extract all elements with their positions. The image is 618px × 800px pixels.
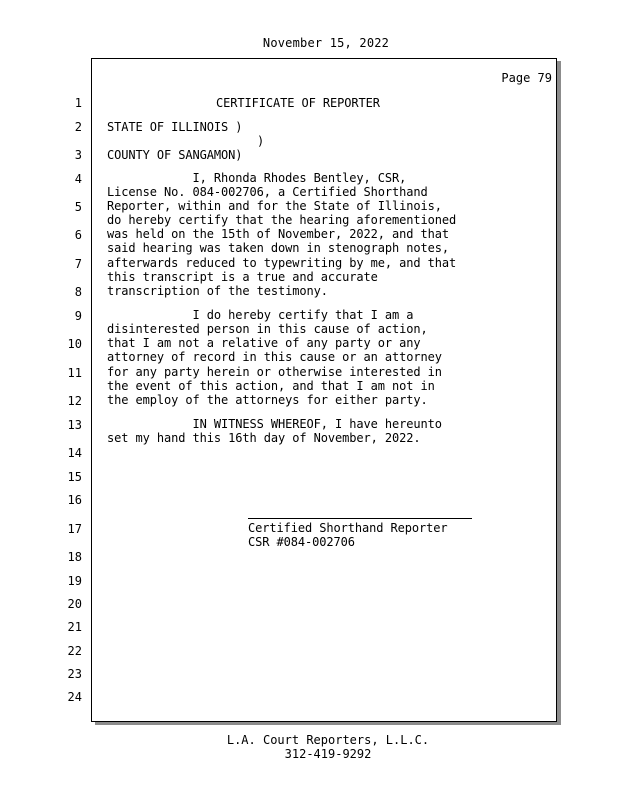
line-number: 2 (74, 120, 82, 134)
line-number: 24 (67, 690, 82, 704)
line-number: 20 (67, 597, 82, 611)
line-number: 6 (74, 228, 82, 242)
line-number: 1 (74, 96, 82, 110)
line-number: 15 (67, 470, 82, 484)
line-number: 11 (67, 366, 82, 380)
paragraph-line: afterwards reduced to typewriting by me, and that (107, 256, 457, 270)
line-number: 16 (67, 493, 82, 507)
paragraph-line: attorney of record in this cause or an attorney (107, 350, 442, 364)
line-number: 22 (67, 644, 82, 658)
signature-title: Certified Shorthand Reporter (248, 521, 448, 535)
venue-state: STATE OF ILLINOIS ) (107, 120, 243, 134)
signature-csr: CSR #084-002706 (248, 535, 355, 549)
paragraph-line: IN WITNESS WHEREOF, I have hereunto (107, 417, 442, 431)
line-number: 10 (67, 337, 82, 351)
line-number: 12 (67, 394, 82, 408)
paragraph-line: this transcript is a true and accurate (107, 270, 378, 284)
page-number: Page 79 (501, 71, 552, 85)
line-number: 13 (67, 418, 82, 432)
line-number: 23 (67, 667, 82, 681)
header-date: November 15, 2022 (262, 36, 390, 50)
paragraph-line: License No. 084-002706, a Certified Shorthand (107, 185, 428, 199)
footer-phone: 312-419-9292 (284, 747, 372, 761)
paragraph-line: do hereby certify that the hearing aforementioned (107, 213, 457, 227)
footer-company: L.A. Court Reporters, L.L.C. (226, 733, 430, 747)
line-number: 5 (74, 200, 82, 214)
footer (0, 733, 618, 761)
line-number: 19 (67, 574, 82, 588)
line-number: 18 (67, 550, 82, 564)
paragraph-line: I, Rhonda Rhodes Bentley, CSR, (107, 171, 407, 185)
paragraph-line: set my hand this 16th day of November, 2022. (107, 431, 421, 445)
line-number: 3 (74, 148, 82, 162)
line-number: 14 (67, 446, 82, 460)
paragraph-line: was held on the 15th of November, 2022, and that (107, 227, 449, 241)
line-number: 4 (74, 172, 82, 186)
line-number: 17 (67, 522, 82, 536)
paragraph-line: Reporter, within and for the State of Illinois, (107, 199, 442, 213)
paragraph-line: the employ of the attorneys for either party. (107, 393, 428, 407)
venue-county: COUNTY OF SANGAMON) (107, 148, 243, 162)
paragraph-line: transcription of the testimony. (107, 284, 328, 298)
line-number: 8 (74, 285, 82, 299)
certificate-title: CERTIFICATE OF REPORTER (216, 96, 380, 110)
venue-paren: ) (257, 134, 265, 148)
line-number: 21 (67, 620, 82, 634)
paragraph-line: that I am not a relative of any party or any (107, 336, 421, 350)
signature-line (248, 518, 472, 519)
line-number: 7 (74, 257, 82, 271)
paragraph-line: the event of this action, and that I am not in (107, 379, 435, 393)
paragraph-line: for any party herein or otherwise interested in (107, 365, 442, 379)
paragraph-line: I do hereby certify that I am a (107, 308, 414, 322)
line-number: 9 (74, 309, 82, 323)
paragraph-line: disinterested person in this cause of action, (107, 322, 428, 336)
paragraph-line: said hearing was taken down in stenograph notes, (107, 241, 449, 255)
